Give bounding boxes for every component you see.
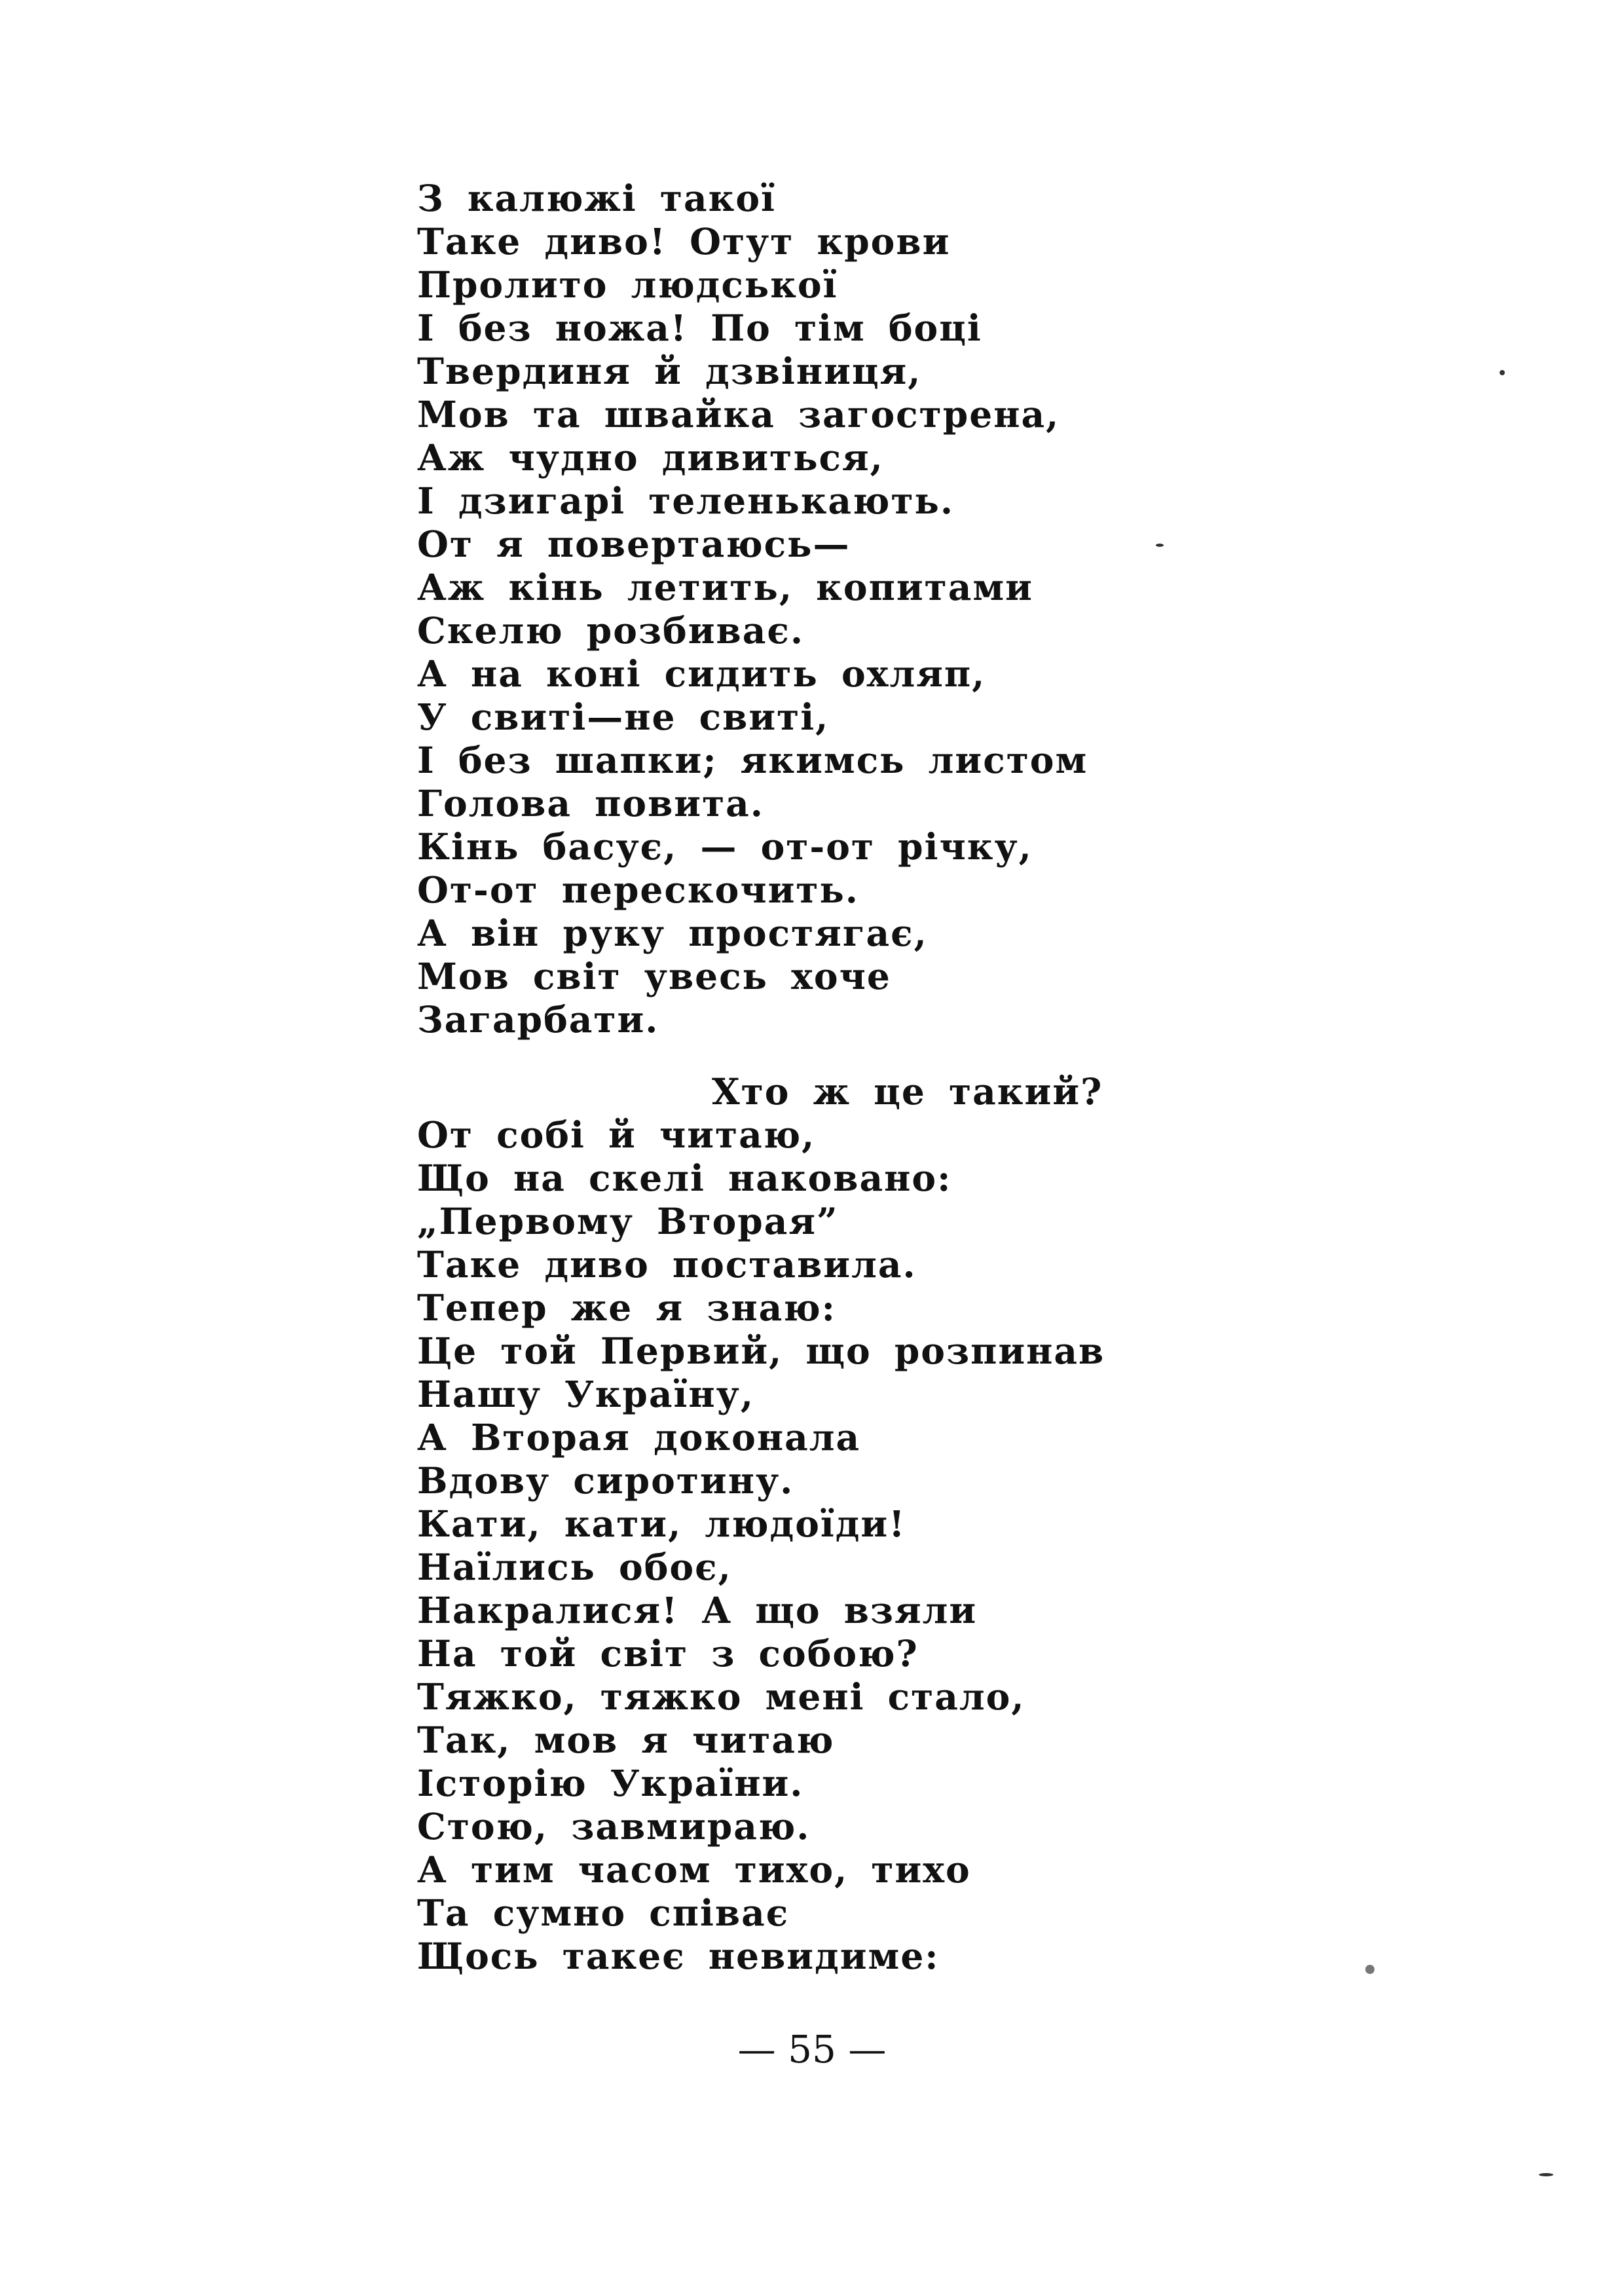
poem-line: Таке диво! Отут крови [417,220,951,263]
poem-line: Пролито людської [417,263,838,306]
poem-line: Це той Первий, що розпинав [417,1330,1105,1372]
poem-line: Стою, завмираю. [417,1805,811,1848]
poem-line: Аж чудно дивиться, [417,436,884,479]
poem-line: Аж кінь летить, копитами [417,566,1033,608]
poem-line: На той світ з собою? [417,1632,919,1675]
poem-line: Таке диво поставила. [417,1243,917,1286]
poem-line: Наїлись обоє, [417,1546,732,1588]
poem-line: Кінь басує, — от-от річку, [417,825,1033,868]
stanza-break [417,1041,1399,1070]
poem-line: А Вторая доконала [417,1416,861,1459]
poem-line: А на коні сидить охляп, [417,652,986,695]
poem-line: Мов світ увесь хоче [417,955,891,997]
poem-line-indented: Хто ж це такий? [712,1070,1103,1113]
poem-line: І без шапки; якимсь листом [417,739,1088,781]
poem-line: А він руку простягає, [417,912,928,954]
poem-line: Та сумно співає [417,1891,790,1934]
poem-line: Нашу Україну, [417,1373,755,1415]
poem-line: От-от перескочить. [417,868,859,911]
poem-line: Так, мов я читаю [417,1719,835,1761]
scan-speck [1365,1965,1375,1974]
poem-line: Щось такеє невидиме: [417,1935,940,1977]
poem-line: Тепер же я знаю: [417,1286,836,1329]
scan-speck [1500,370,1505,375]
scan-speck [1156,544,1164,547]
page-number: — 55 — [737,2027,887,2072]
scan-speck [1539,2173,1553,2176]
poem-line: Кати, кати, людоїди! [417,1502,906,1545]
poem-line: З калюжі такої [417,177,776,219]
poem-line: Вдову сиротину. [417,1459,794,1502]
poem-line: І без ножа! По тім боці [417,307,982,349]
poem-text [417,177,1399,1978]
poem-line: Твердиня й дзвіниця, [417,350,922,392]
poem-line: Скелю розбиває. [417,609,805,652]
poem-line: А тим часом тихо, тихо [417,1848,971,1891]
poem-line: Тяжко, тяжко мені стало, [417,1675,1025,1718]
poem-line: У свиті—не свиті, [417,696,830,738]
poem-line: Історію України. [417,1762,804,1804]
poem-line: От я повертаюсь— [417,523,851,565]
poem-line: От собі й читаю, [417,1113,816,1156]
poem-line: Загарбати. [417,998,659,1041]
poem-line: „Первому Вторая” [417,1200,839,1242]
poem-line: Мов та швайка загострена, [417,393,1060,436]
poem-line: Що на скелі наковано: [417,1157,952,1199]
poem-line: Накралися! А що взяли [417,1589,978,1631]
poem-line: Голова повита. [417,782,764,825]
poem-line: І дзигарі теленькають. [417,479,955,522]
